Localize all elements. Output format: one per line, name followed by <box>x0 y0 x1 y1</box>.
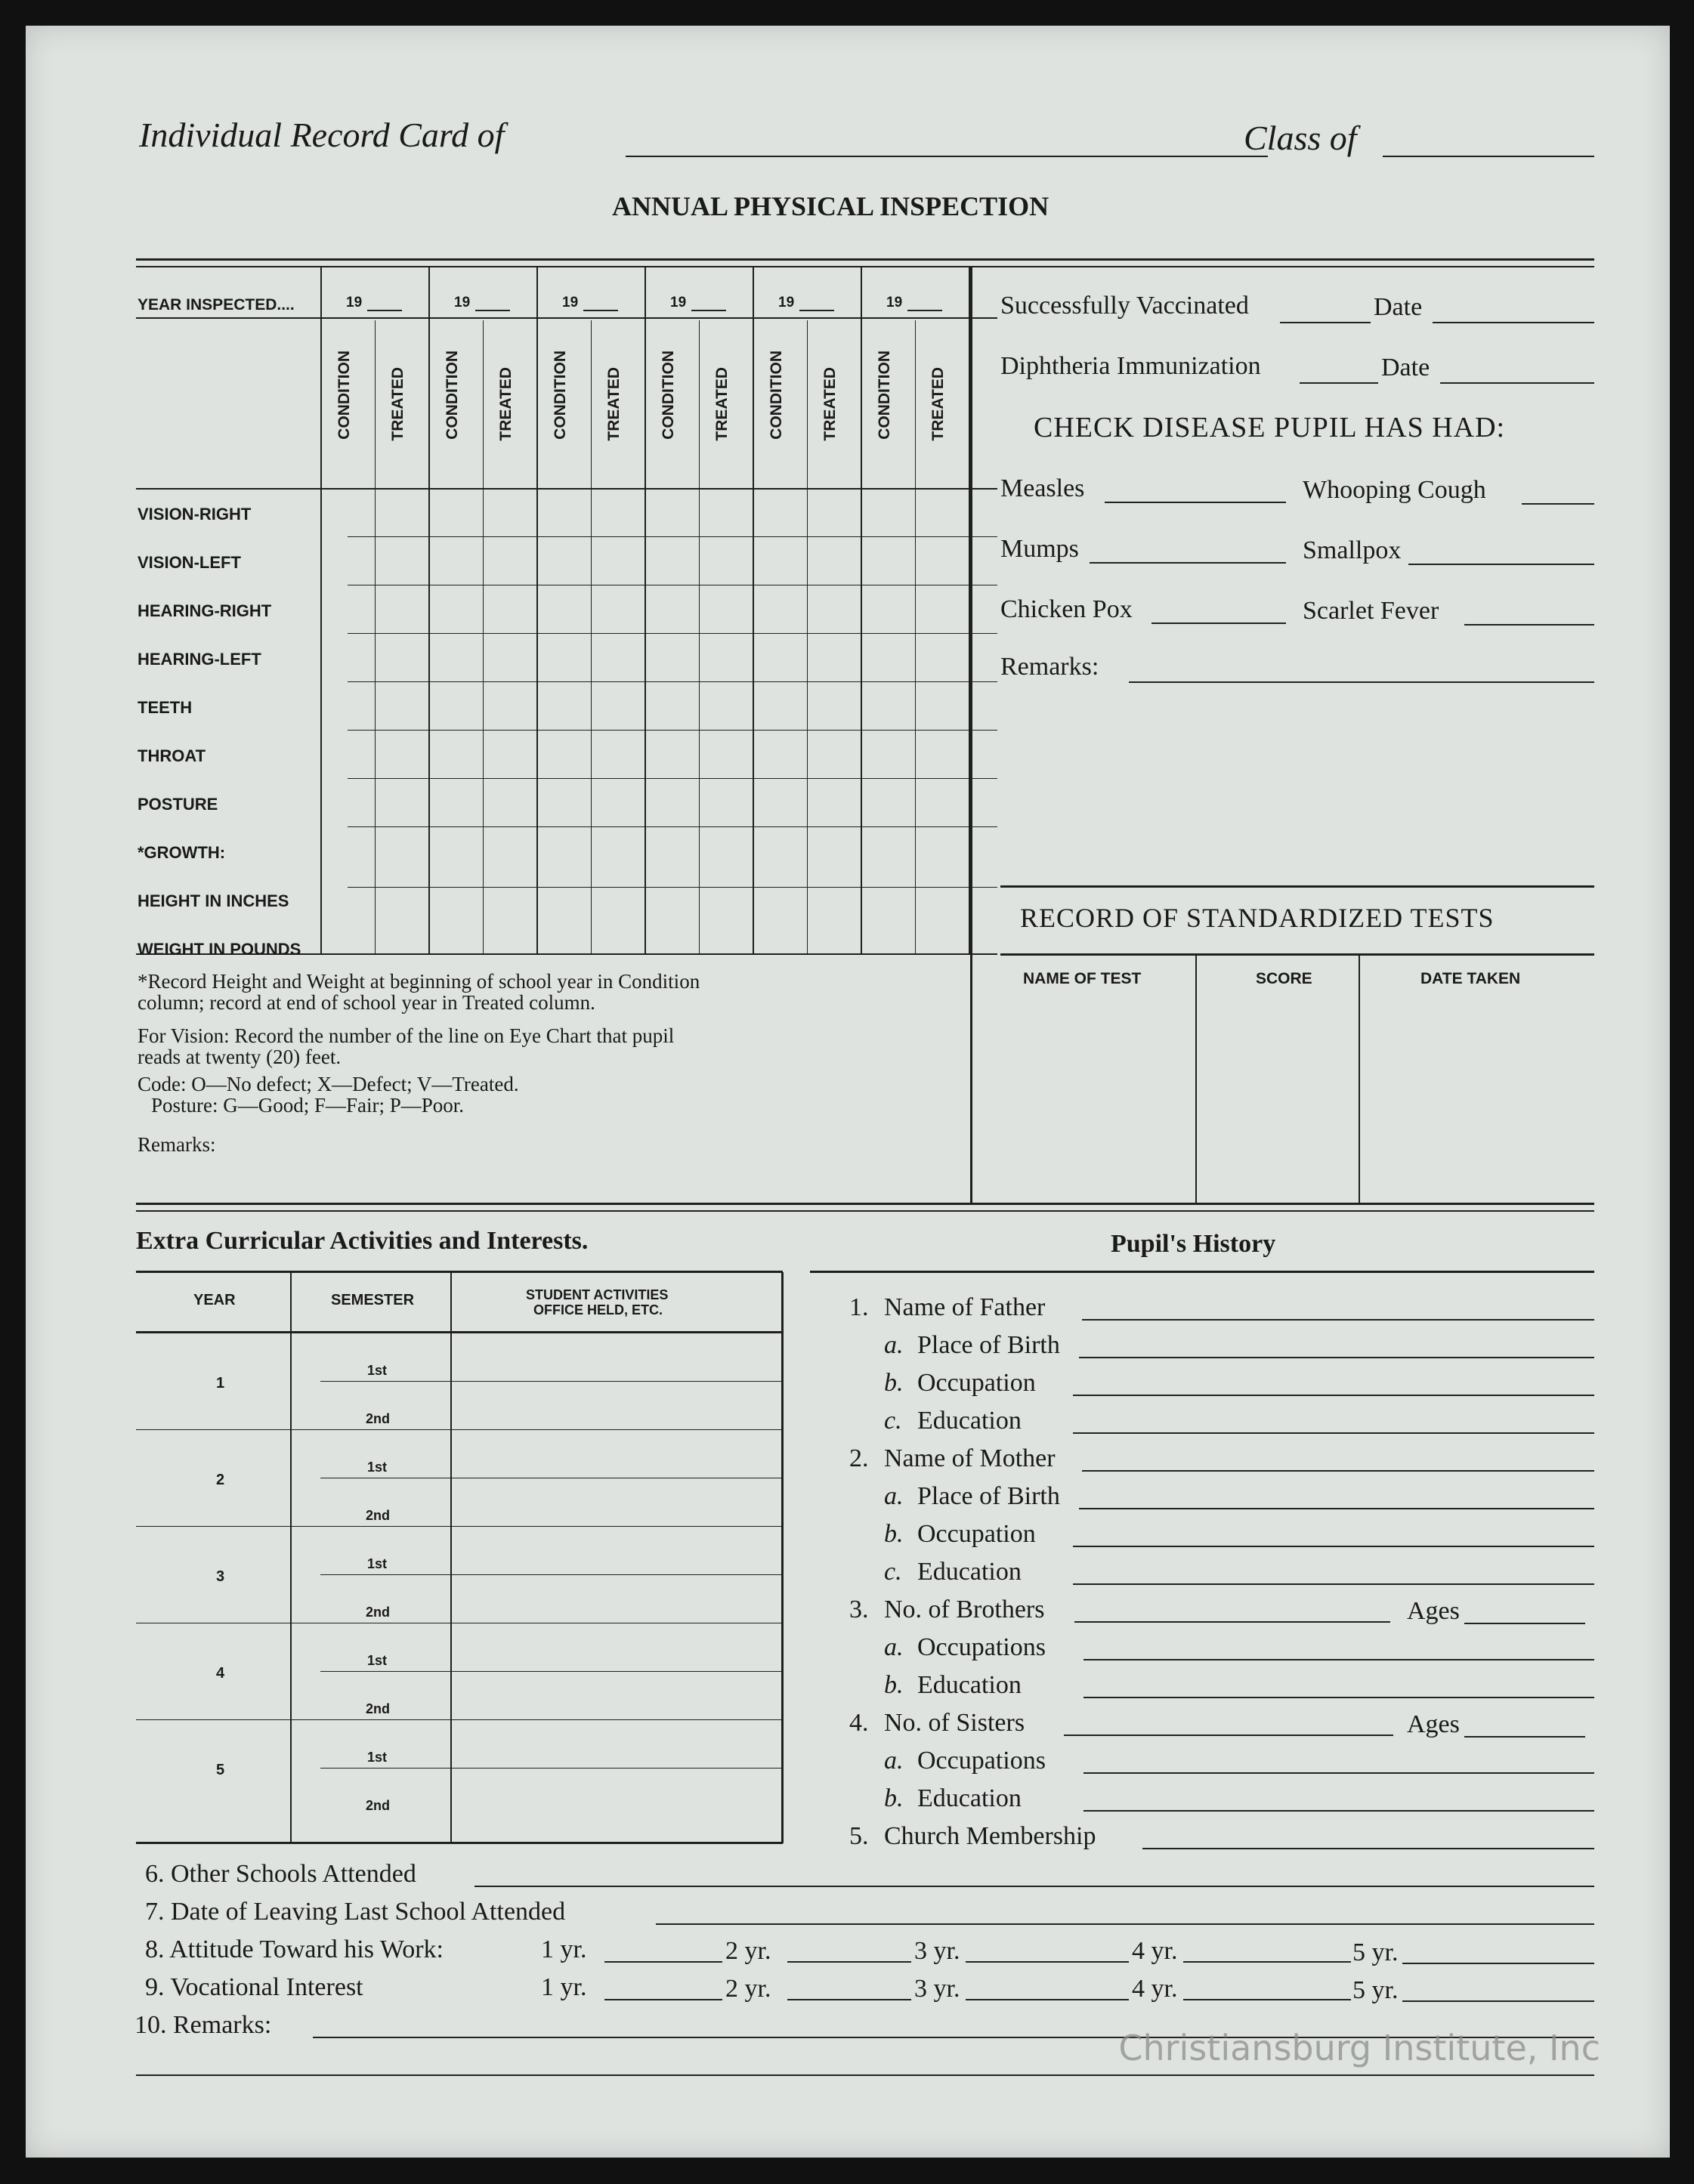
semester-label: 1st <box>367 1363 388 1378</box>
item-num: 3. <box>849 1596 869 1623</box>
semester-label: 2nd <box>366 1798 391 1813</box>
vocational-label: 9. Vocational Interest <box>145 1973 363 2001</box>
semester-label: 2nd <box>366 1508 391 1523</box>
semester-rule <box>320 1671 783 1672</box>
sub-letter: a. <box>884 1482 904 1510</box>
grid-col <box>915 320 916 955</box>
activities-col <box>290 1272 292 1843</box>
mother-education-label: Education <box>917 1558 1022 1586</box>
vocational-2yr-blank[interactable] <box>787 1999 911 2000</box>
activities-header-rule <box>136 1331 783 1333</box>
semester-rule <box>320 1574 783 1575</box>
col-condition: CONDITION <box>552 351 569 440</box>
father-birth-blank[interactable] <box>1079 1357 1594 1358</box>
chicken-pox-blank[interactable] <box>1151 622 1286 624</box>
activity-year: 1 <box>216 1375 225 1392</box>
vaccinated-label: Successfully Vaccinated <box>1000 292 1249 320</box>
grid-col <box>699 320 700 955</box>
diphtheria-label: Diphtheria Immunization <box>1000 352 1261 380</box>
col-semester: SEMESTER <box>331 1292 415 1308</box>
attitude-5yr-blank[interactable] <box>1402 1963 1594 1964</box>
activities-title: Extra Curricular Activities and Interests. <box>136 1227 589 1255</box>
class-blank[interactable] <box>1383 156 1594 157</box>
activities-col <box>781 1272 784 1843</box>
smallpox-label: Smallpox <box>1303 536 1402 564</box>
sub-letter: c. <box>884 1558 902 1586</box>
activities-top-rule <box>136 1271 783 1273</box>
col-condition: CONDITION <box>876 351 893 440</box>
row-label: HEARING-LEFT <box>138 650 261 669</box>
yr-label: 1 yr. <box>541 1973 587 2001</box>
top-rule-2 <box>136 266 1594 267</box>
year-blank[interactable] <box>799 310 834 311</box>
col-treated: TREATED <box>497 367 515 441</box>
yr-label: 5 yr. <box>1352 1938 1399 1966</box>
col-treated: TREATED <box>929 367 947 441</box>
sisters-blank[interactable] <box>1064 1735 1393 1736</box>
tests-top-rule <box>1000 885 1594 888</box>
semester-label: 2nd <box>366 1411 391 1426</box>
sisters-occupations-label: Occupations <box>917 1747 1046 1775</box>
brothers-occupations-label: Occupations <box>917 1633 1046 1661</box>
grid-rule <box>348 826 997 827</box>
father-education-blank[interactable] <box>1073 1432 1594 1434</box>
brothers-education-label: Education <box>917 1671 1022 1699</box>
row-label: THROAT <box>138 746 206 765</box>
mumps-blank[interactable] <box>1090 562 1286 564</box>
date-label: Date <box>1381 354 1430 382</box>
tests-title: RECORD OF STANDARDIZED TESTS <box>1020 903 1495 933</box>
grid-col <box>320 267 322 955</box>
date-leaving-label: 7. Date of Leaving Last School Attended <box>145 1898 566 1926</box>
grid-col <box>536 267 538 955</box>
year-rule <box>136 1526 783 1527</box>
scarlet-blank[interactable] <box>1464 624 1594 626</box>
mother-birth-blank[interactable] <box>1079 1508 1594 1509</box>
semester-label: 1st <box>367 1750 388 1765</box>
yr-label: 5 yr. <box>1352 1976 1399 2004</box>
year-row-rule <box>136 317 997 319</box>
record-card-sheet <box>26 26 1670 2158</box>
col-year: YEAR <box>193 1292 236 1308</box>
yr-label: 3 yr. <box>914 1937 960 1965</box>
measles-blank[interactable] <box>1105 502 1286 503</box>
history-title: Pupil's History <box>1111 1230 1276 1258</box>
remarks-blank-2[interactable] <box>136 2074 1594 2076</box>
mumps-label: Mumps <box>1000 535 1079 563</box>
note-line: column; record at end of school year in Treated column. <box>138 991 595 1014</box>
other-schools-blank[interactable] <box>475 1886 1594 1887</box>
year-rule <box>136 1719 783 1720</box>
grid-rule <box>348 730 997 731</box>
sub-letter: c. <box>884 1407 902 1435</box>
tests-col-line <box>1195 955 1197 1203</box>
mother-blank[interactable] <box>1082 1470 1594 1472</box>
yr-label: 2 yr. <box>725 1975 771 2003</box>
brothers-ages-label: Ages <box>1407 1597 1460 1625</box>
item-num: 2. <box>849 1444 869 1472</box>
record-card-label: Individual Record Card of <box>139 116 505 154</box>
grid-col <box>428 267 430 955</box>
date-leaving-blank[interactable] <box>656 1923 1594 1925</box>
diphtheria-date-blank[interactable] <box>1440 382 1594 384</box>
brothers-label: No. of Brothers <box>884 1596 1045 1623</box>
yr-label: 3 yr. <box>914 1975 960 2003</box>
sub-letter: b. <box>884 1671 904 1699</box>
col-name-of-test: NAME OF TEST <box>1023 970 1142 987</box>
sisters-education-label: Education <box>917 1784 1022 1812</box>
row-label: TEETH <box>138 698 193 717</box>
row-label: HEIGHT IN INCHES <box>138 891 289 910</box>
year-blank[interactable] <box>475 310 510 311</box>
year-cell: 19 <box>778 295 795 310</box>
year-cell: 19 <box>562 295 579 310</box>
father-education-label: Education <box>917 1407 1022 1435</box>
year-blank[interactable] <box>583 310 618 311</box>
item-num: 5. <box>849 1822 869 1850</box>
vaccinated-blank[interactable] <box>1280 322 1371 323</box>
top-rule <box>136 258 1594 261</box>
grid-col <box>861 267 862 955</box>
activity-year: 3 <box>216 1568 225 1585</box>
grid-rule <box>348 681 997 682</box>
father-birth-label: Place of Birth <box>917 1331 1060 1359</box>
mother-occupation-label: Occupation <box>917 1520 1036 1548</box>
activity-year: 2 <box>216 1472 225 1488</box>
semester-rule <box>320 1768 783 1769</box>
notes-remarks: Remarks: <box>138 1133 216 1156</box>
code-line: Posture: G—Good; F—Fair; P—Poor. <box>151 1094 465 1117</box>
tests-header-rule <box>1000 953 1594 956</box>
col-date-taken: DATE TAKEN <box>1420 970 1521 987</box>
father-blank[interactable] <box>1082 1319 1594 1321</box>
tests-col-line <box>1359 955 1360 1203</box>
semester-label: 1st <box>367 1460 388 1475</box>
semester-label: 2nd <box>366 1605 391 1620</box>
item-num: 1. <box>849 1293 869 1321</box>
col-score: SCORE <box>1256 970 1312 987</box>
sub-letter: a. <box>884 1747 904 1775</box>
attitude-1yr-blank[interactable] <box>604 1961 722 1963</box>
year-blank[interactable] <box>691 310 726 311</box>
semester-label: 2nd <box>366 1701 391 1716</box>
panel-remarks-blank[interactable] <box>1129 681 1594 683</box>
whooping-blank[interactable] <box>1522 503 1594 505</box>
activities-col <box>450 1272 452 1843</box>
grid-rule <box>348 633 997 634</box>
remarks-label: 10. Remarks: <box>134 2011 272 2039</box>
col-student-activities: STUDENT ACTIVITIES <box>526 1287 669 1302</box>
mother-education-blank[interactable] <box>1073 1583 1594 1585</box>
grid-rule <box>348 536 997 537</box>
sub-letter: b. <box>884 1369 904 1397</box>
yr-label: 1 yr. <box>541 1935 587 1963</box>
year-blank[interactable] <box>367 310 402 311</box>
semester-label: 1st <box>367 1653 388 1668</box>
watermark-text: Christiansburg Institute, Inc <box>1118 2028 1600 2068</box>
year-cell: 19 <box>886 295 903 310</box>
sisters-label: No. of Sisters <box>884 1709 1025 1737</box>
history-rule <box>810 1271 1594 1273</box>
row-label: POSTURE <box>138 795 218 814</box>
sub-letter: b. <box>884 1520 904 1548</box>
diphtheria-blank[interactable] <box>1300 382 1378 384</box>
measles-label: Measles <box>1000 474 1085 502</box>
middle-rule-2 <box>136 1210 1594 1212</box>
scarlet-label: Scarlet Fever <box>1303 597 1439 625</box>
sisters-occupations-blank[interactable] <box>1083 1772 1594 1774</box>
mother-occupation-blank[interactable] <box>1073 1546 1594 1547</box>
brothers-ages-blank[interactable] <box>1464 1623 1585 1624</box>
father-label: Name of Father <box>884 1293 1046 1321</box>
year-cell: 19 <box>346 295 363 310</box>
col-condition: CONDITION <box>335 351 353 440</box>
note-line: *Record Height and Weight at beginning of school year in Condition <box>138 970 700 993</box>
year-inspected-label: YEAR INSPECTED.... <box>138 296 295 314</box>
grid-col <box>753 267 754 955</box>
yr-label: 4 yr. <box>1132 1937 1178 1965</box>
vaccinated-date-blank[interactable] <box>1433 322 1594 323</box>
row-label: VISION-LEFT <box>138 553 241 572</box>
whooping-label: Whooping Cough <box>1303 476 1486 504</box>
year-cell: 19 <box>454 295 471 310</box>
grid-rule <box>348 778 997 779</box>
mother-label: Name of Mother <box>884 1444 1056 1472</box>
code-line: Code: O—No defect; X—Defect; V—Treated. <box>138 1073 519 1095</box>
grid-rule <box>348 887 997 888</box>
class-label: Class of <box>1244 119 1357 157</box>
note-line: reads at twenty (20) feet. <box>138 1046 342 1068</box>
row-label: *GROWTH: <box>138 843 226 862</box>
vocational-1yr-blank[interactable] <box>604 1999 722 2000</box>
attitude-label: 8. Attitude Toward his Work: <box>145 1935 444 1963</box>
sub-letter: b. <box>884 1784 904 1812</box>
vocational-5yr-blank[interactable] <box>1402 2000 1594 2002</box>
col-treated: TREATED <box>605 367 623 441</box>
col-condition: CONDITION <box>660 351 677 440</box>
brothers-blank[interactable] <box>1074 1621 1390 1623</box>
grid-col <box>807 320 808 955</box>
col-office-held: OFFICE HELD, ETC. <box>533 1302 663 1318</box>
middle-rule <box>136 1203 1594 1205</box>
other-schools-label: 6. Other Schools Attended <box>145 1860 416 1888</box>
father-occupation-blank[interactable] <box>1073 1395 1594 1396</box>
sub-letter: a. <box>884 1331 904 1359</box>
church-blank[interactable] <box>1142 1848 1594 1849</box>
note-line: For Vision: Record the number of the line on Eye Chart that pupil <box>138 1024 675 1047</box>
attitude-4yr-blank[interactable] <box>1183 1961 1351 1963</box>
col-condition: CONDITION <box>768 351 785 440</box>
sisters-education-blank[interactable] <box>1083 1810 1594 1812</box>
mother-birth-label: Place of Birth <box>917 1482 1060 1510</box>
activities-bottom-rule <box>136 1842 783 1844</box>
date-label: Date <box>1374 293 1423 321</box>
semester-rule <box>320 1381 783 1382</box>
brothers-occupations-blank[interactable] <box>1083 1659 1594 1660</box>
chicken-pox-label: Chicken Pox <box>1000 595 1133 623</box>
grid-rule <box>136 488 997 490</box>
activity-year: 5 <box>216 1762 225 1778</box>
grid-col <box>591 320 592 955</box>
col-condition: CONDITION <box>444 351 461 440</box>
item-num: 4. <box>849 1709 869 1737</box>
sisters-ages-label: Ages <box>1407 1710 1460 1738</box>
col-treated: TREATED <box>713 367 731 441</box>
panel-remarks: Remarks: <box>1000 653 1099 681</box>
section-divider <box>970 267 972 1203</box>
vocational-4yr-blank[interactable] <box>1183 1999 1351 2000</box>
row-label: HEARING-RIGHT <box>138 601 272 620</box>
attitude-3yr-blank[interactable] <box>966 1961 1129 1963</box>
attitude-2yr-blank[interactable] <box>787 1961 911 1963</box>
activity-year: 4 <box>216 1665 225 1682</box>
name-blank[interactable] <box>626 156 1268 157</box>
sub-letter: a. <box>884 1633 904 1661</box>
semester-label: 1st <box>367 1556 388 1571</box>
yr-label: 4 yr. <box>1132 1975 1178 2003</box>
grid-col <box>483 320 484 955</box>
year-cell: 19 <box>670 295 687 310</box>
grid-col <box>645 267 646 955</box>
grid-col <box>375 320 376 955</box>
year-rule <box>136 1429 783 1430</box>
page-title: ANNUAL PHYSICAL INSPECTION <box>612 191 1049 221</box>
row-label: VISION-RIGHT <box>138 505 252 524</box>
church-label: Church Membership <box>884 1822 1096 1850</box>
vocational-3yr-blank[interactable] <box>966 1999 1129 2000</box>
smallpox-blank[interactable] <box>1408 564 1594 565</box>
sisters-ages-blank[interactable] <box>1464 1736 1585 1738</box>
yr-label: 2 yr. <box>725 1937 771 1965</box>
check-disease-title: CHECK DISEASE PUPIL HAS HAD: <box>1034 412 1506 443</box>
brothers-education-blank[interactable] <box>1083 1697 1594 1698</box>
year-blank[interactable] <box>907 310 942 311</box>
row-label: WEIGHT IN POUNDS <box>138 940 301 959</box>
father-occupation-label: Occupation <box>917 1369 1036 1397</box>
col-treated: TREATED <box>821 367 839 441</box>
col-treated: TREATED <box>389 367 406 441</box>
